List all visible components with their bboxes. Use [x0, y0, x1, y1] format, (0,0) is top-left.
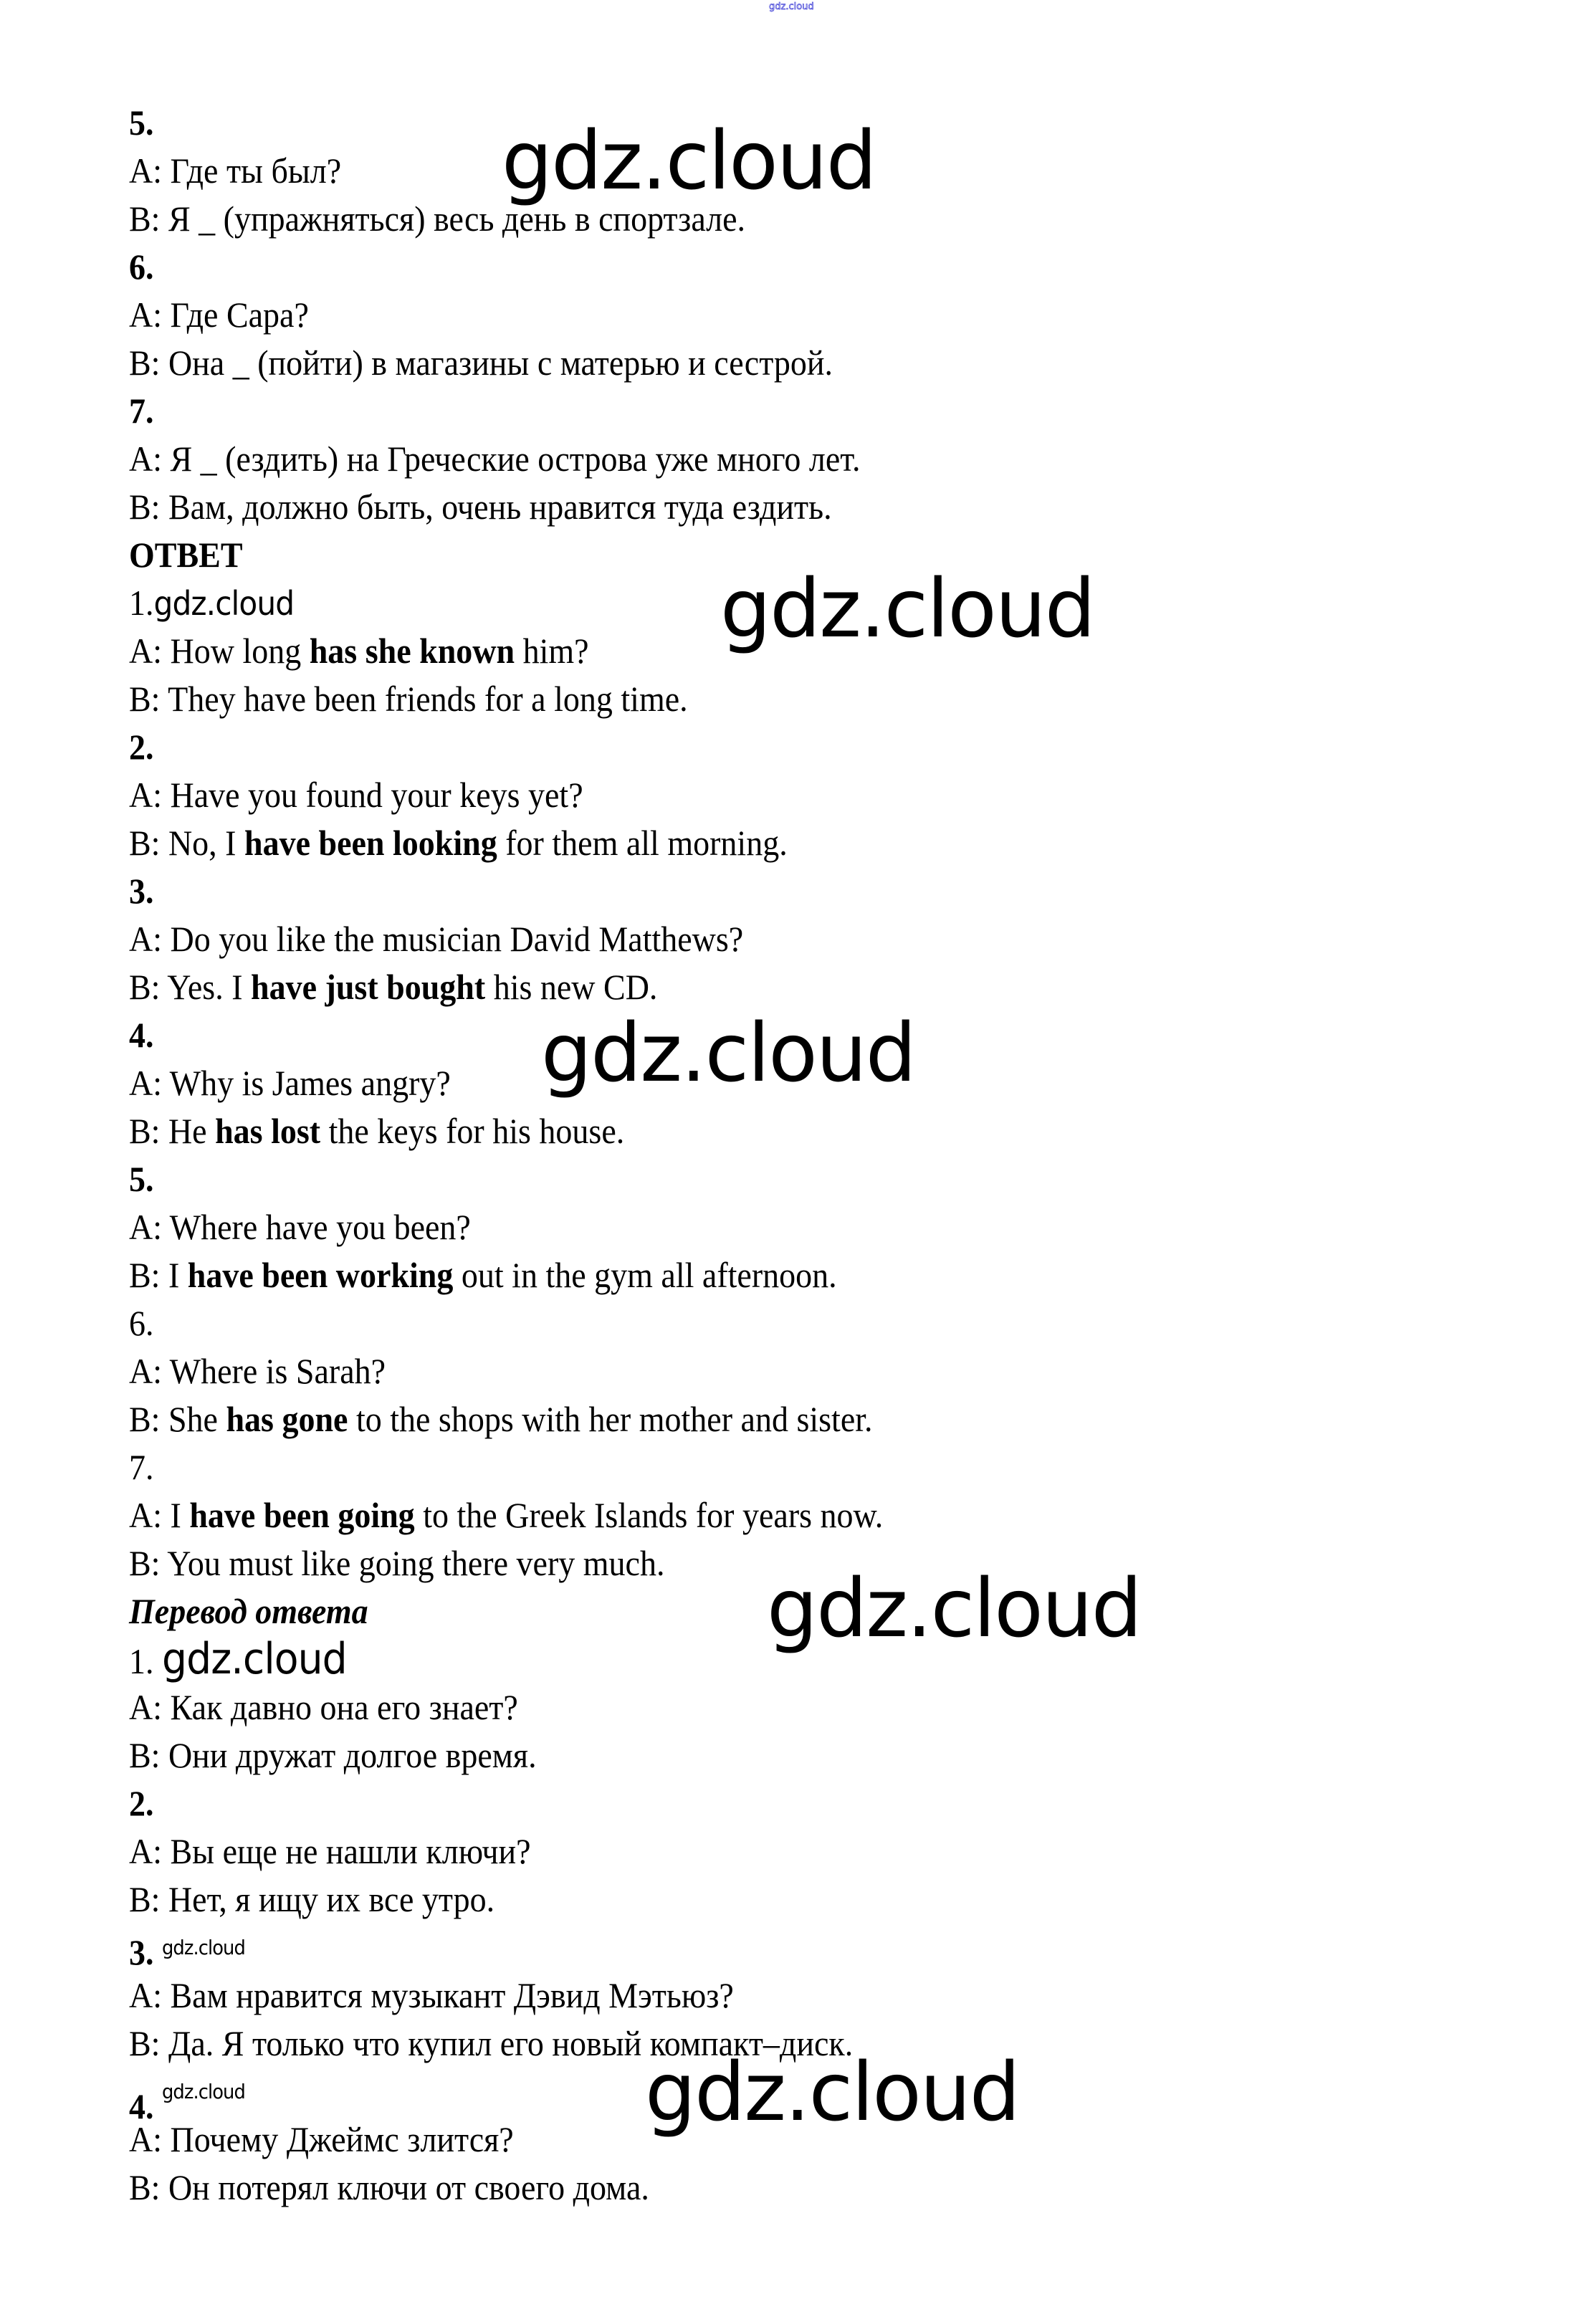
text: A: Do you like the musician David Matthews? — [129, 919, 744, 959]
answer-verb: have been working — [187, 1255, 454, 1295]
item-number: 6. — [129, 247, 154, 287]
item-number: 6. — [129, 1303, 154, 1343]
text: out in the gym all afternoon. — [453, 1255, 837, 1295]
answer-verb: has lost — [215, 1111, 321, 1151]
item-number: 7. — [129, 391, 154, 431]
text: for them all morning. — [497, 823, 788, 863]
answer-verb: have just bought — [251, 967, 486, 1007]
inline-watermark: gdz.cloud — [162, 1634, 347, 1684]
inline-watermark: gdz.cloud — [162, 2080, 245, 2103]
text: B: I — [129, 1255, 188, 1295]
translation-item-3-header — [129, 1924, 1448, 1972]
dialog-line-a: A: Вам нравится музыкант Дэвид Мэтьюз? — [129, 1975, 734, 2015]
watermark: gdz.cloud — [541, 1007, 915, 1100]
answer-verb: have been looking — [244, 823, 497, 863]
dialog-line-a — [129, 1347, 1448, 1395]
dialog-line-a: A: Я _ (ездить) на Греческие острова уже много лет. — [129, 439, 861, 479]
watermark: gdz.cloud — [767, 1562, 1141, 1656]
dialog-line-b: B: Они дружат долгое время. — [129, 1735, 537, 1775]
text: B: Yes. I — [129, 967, 252, 1007]
text: him? — [515, 631, 589, 671]
text: A: Where is Sarah? — [129, 1351, 386, 1391]
dialog-line-b: B: Я _ (упражняться) весь день в спортзале. — [129, 199, 746, 239]
dialog-line-b — [129, 675, 1448, 723]
dialog-line-a: A: Как давно она его знает? — [129, 1687, 518, 1727]
dialog-line-a — [129, 1203, 1448, 1251]
dialog-line-b: B: Вам, должно быть, очень нравится туда ездить. — [129, 487, 832, 527]
answer-verb: has she known — [309, 631, 515, 671]
text: B: She — [129, 1399, 226, 1439]
item-number: 4. — [129, 2086, 154, 2126]
answer-verb: have been going — [189, 1495, 415, 1535]
item-number: 7. — [129, 1447, 154, 1487]
item-number: 3. — [129, 1932, 154, 1972]
item-number: 2. — [129, 727, 154, 767]
dialog-line-b: B: Она _ (пойти) в магазины с матерью и сестрой. — [129, 343, 833, 383]
dialog-line-b — [129, 1107, 1448, 1155]
dialog-line-b: B: Да. Я только что купил его новый компакт–диск. — [129, 2023, 854, 2063]
dialog-line-b — [129, 963, 1448, 1011]
text: A: Where have you been? — [129, 1207, 471, 1247]
text: B: He — [129, 1111, 216, 1151]
item-number: 1. — [129, 1641, 154, 1681]
header-watermark: gdz.cloud — [769, 1, 814, 12]
document-body — [129, 99, 1448, 2212]
answer-heading: ОТВЕТ — [129, 535, 243, 575]
text: B: No, I — [129, 823, 244, 863]
text: A: Have you found your keys yet? — [129, 775, 583, 815]
text: A: I — [129, 1495, 190, 1535]
dialog-line-b: B: Нет, я ищу их все утро. — [129, 1879, 495, 1919]
answer-verb: has gone — [226, 1399, 348, 1439]
text: B: They have been friends for a long time. — [129, 679, 688, 719]
dialog-line-a — [129, 771, 1448, 819]
text: A: How long — [129, 631, 310, 671]
inline-watermark: gdz.cloud — [153, 584, 295, 623]
dialog-line-a: A: Где ты был? — [129, 150, 342, 191]
dialog-line-b — [129, 819, 1448, 867]
item-number: 3. — [129, 871, 154, 911]
inline-watermark: gdz.cloud — [162, 1936, 245, 1959]
item-number: 2. — [129, 1783, 154, 1823]
text: to the Greek Islands for years now. — [414, 1495, 884, 1535]
text: to the shops with her mother and sister. — [348, 1399, 873, 1439]
text: his new CD. — [485, 967, 658, 1007]
watermark: gdz.cloud — [502, 115, 876, 208]
dialog-line-b — [129, 1395, 1448, 1443]
dialog-line-b — [129, 1251, 1448, 1299]
text: A: Why is James angry? — [129, 1063, 451, 1103]
dialog-line-b: B: Он потерял ключи от своего дома. — [129, 2167, 649, 2207]
item-number: 1. — [129, 583, 154, 623]
dialog-line-a: A: Вы еще не нашли ключи? — [129, 1831, 531, 1871]
watermark: gdz.cloud — [645, 2046, 1019, 2139]
item-number: 5. — [129, 102, 154, 143]
text: B: You must like going there very much. — [129, 1543, 665, 1583]
dialog-line-a: A: Где Сара? — [129, 295, 309, 335]
dialog-line-a — [129, 1491, 1448, 1539]
watermark: gdz.cloud — [720, 563, 1094, 656]
item-number: 4. — [129, 1015, 154, 1055]
dialog-line-a — [129, 915, 1448, 963]
text: the keys for his house. — [320, 1111, 625, 1151]
item-number: 5. — [129, 1159, 154, 1199]
translation-heading: Перевод ответа — [129, 1591, 368, 1631]
dialog-line-a: A: Почему Джеймс злится? — [129, 2119, 514, 2159]
